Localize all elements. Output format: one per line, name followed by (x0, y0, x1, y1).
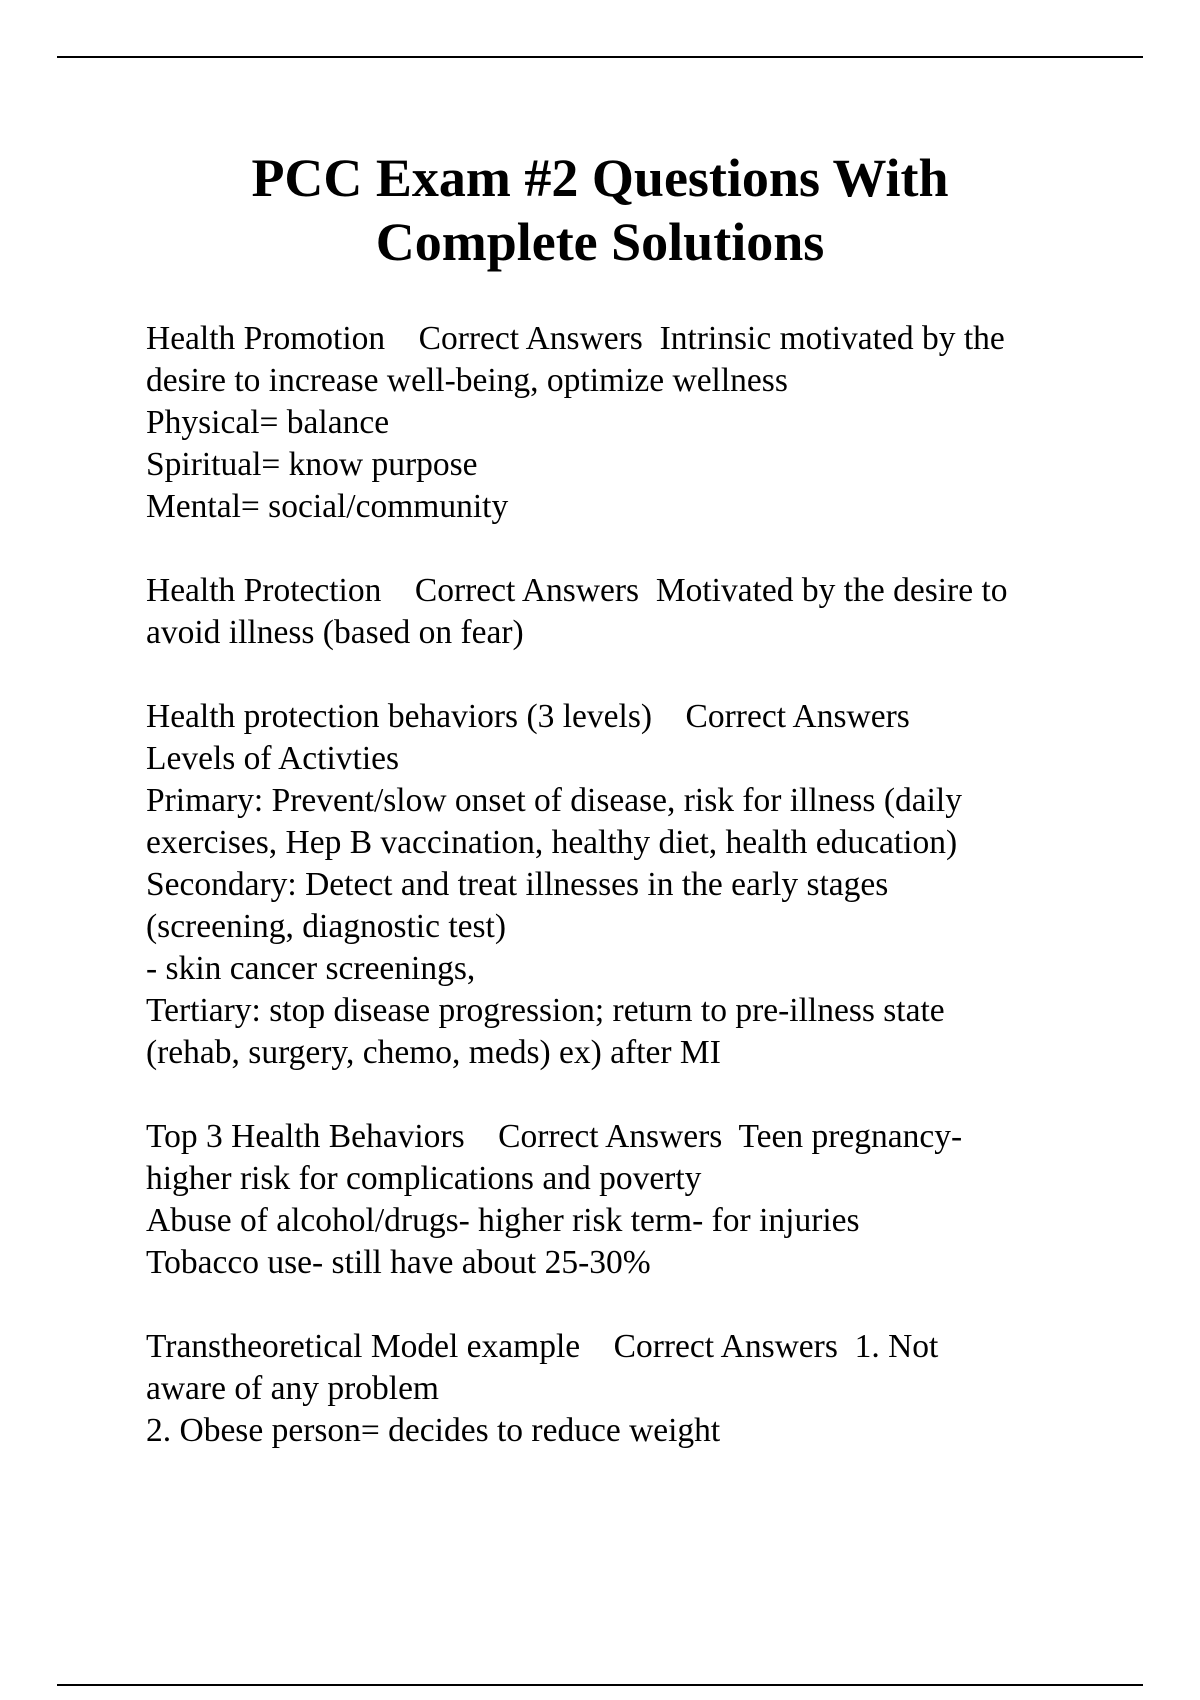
entry-line: Top 3 Health Behaviors Correct Answers Teen pregnancy- (146, 1118, 963, 1155)
entry-line: Abuse of alcohol/drugs- higher risk term- for injuries (146, 1202, 860, 1239)
document-body (146, 318, 1106, 1494)
top-rule (57, 56, 1143, 58)
entry-line: Tobacco use- still have about 25-30% (146, 1244, 651, 1281)
entry-line: Primary: Prevent/slow onset of disease, risk for illness (daily (146, 782, 962, 819)
qa-entry-transtheoretical-model (146, 1326, 1106, 1452)
entry-line: avoid illness (based on fear) (146, 614, 524, 651)
entry-line: Levels of Activties (146, 740, 400, 777)
entry-line: higher risk for complications and poverty (146, 1160, 702, 1197)
entry-line: Mental= social/community (146, 488, 509, 525)
entry-line: aware of any problem (146, 1370, 439, 1407)
entry-line: Physical= balance (146, 404, 390, 441)
entry-line: Transtheoretical Model example Correct Answers 1. Not (146, 1328, 939, 1365)
entry-line: exercises, Hep B vaccination, healthy diet, health education) (146, 824, 958, 861)
qa-entry-health-promotion (146, 318, 1106, 528)
entry-line: Health protection behaviors (3 levels) Correct Answers (146, 698, 910, 735)
entry-line: Health Promotion Correct Answers Intrinsic motivated by the (146, 320, 1005, 357)
qa-entry-protection-behaviors (146, 696, 1106, 1074)
entry-line: desire to increase well-being, optimize wellness (146, 362, 788, 399)
entry-line: Spiritual= know purpose (146, 446, 478, 483)
bottom-rule (57, 1684, 1143, 1686)
title-line-2: Complete Solutions (375, 212, 825, 272)
title-line-1: PCC Exam #2 Questions With (251, 148, 949, 208)
entry-line: Health Protection Correct Answers Motivated by the desire to (146, 572, 1008, 609)
entry-line: 2. Obese person= decides to reduce weight (146, 1412, 721, 1449)
qa-entry-health-protection (146, 570, 1106, 654)
entry-line: Tertiary: stop disease progression; return to pre-illness state (146, 992, 945, 1029)
entry-line: (screening, diagnostic test) (146, 908, 507, 945)
entry-line: Secondary: Detect and treat illnesses in the early stages (146, 866, 889, 903)
qa-entry-top-3-behaviors (146, 1116, 1106, 1284)
page-title (0, 146, 1200, 274)
entry-line: - skin cancer screenings, (146, 950, 476, 987)
entry-line: (rehab, surgery, chemo, meds) ex) after MI (146, 1034, 721, 1071)
